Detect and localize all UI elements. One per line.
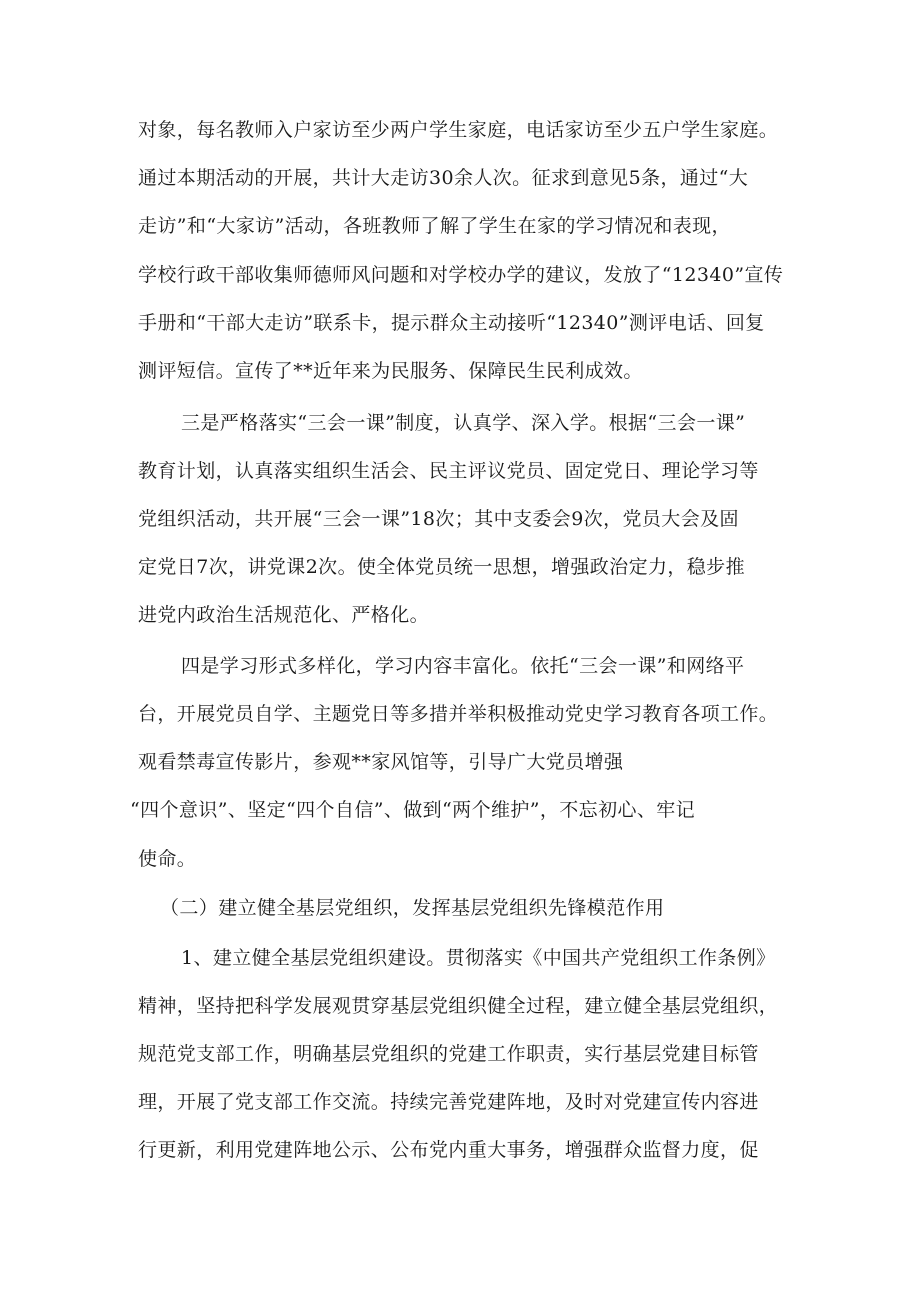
text-line: 对象，每名教师入户家访至少两户学生家庭，电话家访至少五户学生家庭。 <box>138 119 779 141</box>
paragraph-start-line: 四是学习形式多样化，学习内容丰富化。依托“三会一课”和网络平 <box>181 655 745 677</box>
text-line: 通过本期活动的开展，共计大走访30余人次。征求到意见5条，通过“大 <box>138 167 749 189</box>
text-line: 使命。 <box>138 848 197 870</box>
text-line: 台，开展党员自学、主题党日等多措并举积极推动党史学习教育各项工作。 <box>138 703 779 725</box>
text-line: 理，开展了党支部工作交流。持续完善党建阵地，及时对党建宣传内容进 <box>138 1091 759 1113</box>
text-line: 定党日7次，讲党课2次。使全体党员统一思想，增强政治定力，稳步推 <box>138 556 745 578</box>
text-line: 观看禁毒宣传影片，参观**家风馆等，引导广大党员增强 <box>138 751 624 773</box>
text-line: 走访”和“大家访”活动，各班教师了解了学生在家的学习情况和表现， <box>138 215 731 237</box>
text-line: 教育计划，认真落实组织生活会、民主评议党员、固定党日、理论学习等 <box>138 460 759 482</box>
text-line: 党组织活动，共开展“三会一课”18次；其中支委会9次，党员大会及固 <box>138 508 739 530</box>
paragraph-start-line: 1、建立健全基层党组织建设。贯彻落实《中国共产党组织工作条例》 <box>181 947 776 969</box>
section-heading: （二）建立健全基层党组织，发挥基层党组织先锋模范作用 <box>160 897 665 919</box>
text-line: 行更新，利用党建阵地公示、公布党内重大事务，增强群众监督力度，促 <box>138 1139 759 1161</box>
paragraph-start-line: 三是严格落实“三会一课”制度，认真学、深入学。根据“三会一课” <box>181 412 746 434</box>
text-line: 手册和“干部大走访”联系卡，提示群众主动接听“12340”测评电话、回复 <box>138 312 765 334</box>
text-line: 测评短信。宣传了**近年来为民服务、保障民生民利成效。 <box>138 360 643 382</box>
text-line: 学校行政干部收集师德师风问题和对学校办学的建议，发放了“12340”宣传 <box>138 264 784 286</box>
text-line: 进党内政治生活规范化、严格化。 <box>138 604 430 626</box>
text-line: 精神，坚持把科学发展观贯穿基层党组织健全过程，建立健全基层党组织， <box>138 995 779 1017</box>
text-line: “四个意识”、坚定“四个自信”、做到“两个维护”，不忘初心、牢记 <box>130 799 696 821</box>
text-line: 规范党支部工作，明确基层党组织的党建工作职责，实行基层党建目标管 <box>138 1043 759 1065</box>
